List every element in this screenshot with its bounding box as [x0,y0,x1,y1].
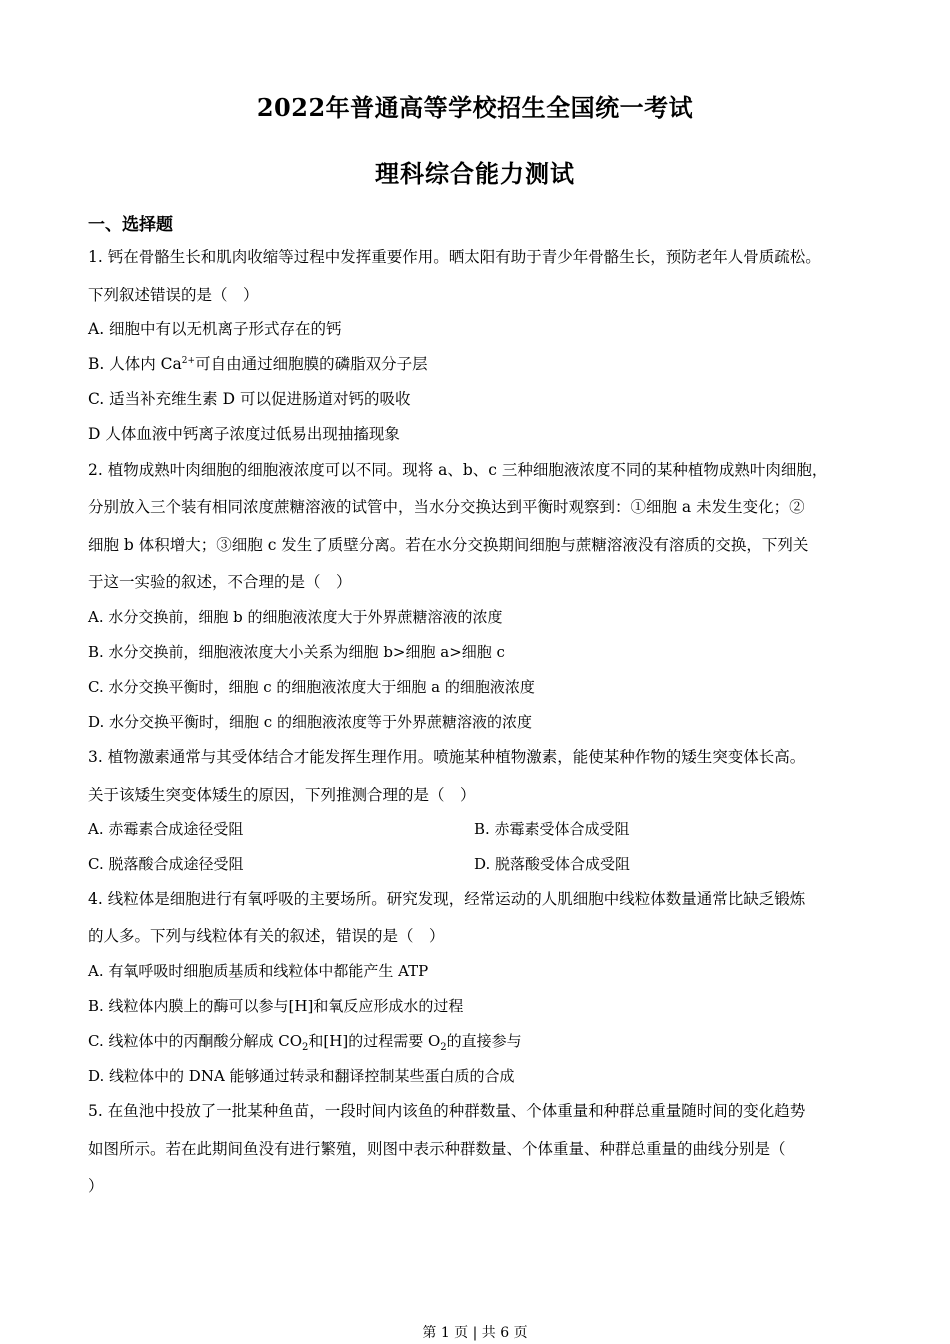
q1-option-c: C. 适当补充维生素 D 可以促进肠道对钙的吸收 [88,390,411,408]
q2-stem-line4: 于这一实验的叙述，不合理的是（ ） [88,573,352,591]
q3-stem-line1: 3. 植物激素通常与其受体结合才能发挥生理作用。喷施某种植物激素，能使某种作物的矮生突变体长高。 [88,748,806,766]
q3-option-b: B. 赤霉素受体合成受阻 [474,820,630,838]
q2-option-a: A. 水分交换前，细胞 b 的细胞液浓度大于外界蔗糖溶液的浓度 [88,608,503,626]
q4-option-a: A. 有氧呼吸时细胞质基质和线粒体中都能产生 ATP [88,962,429,980]
q1-option-a: A. 细胞中有以无机离子形式存在的钙 [88,320,342,338]
q4-option-c-pre: C. 线粒体中的丙酮酸分解成 CO [88,1032,303,1050]
q4-option-c-post: 的直接参与 [446,1032,522,1050]
q4-stem-line2: 的人多。下列与线粒体有关的叙述，错误的是（ ） [88,927,445,945]
q4-option-c [88,1030,522,1052]
q2-stem-line1: 2. 植物成熟叶肉细胞的细胞液浓度可以不同。现将 a、b、c 三种细胞液浓度不同的某种植物成熟叶肉细胞， [88,461,828,479]
q4-option-d: D. 线粒体中的 DNA 能够通过转录和翻译控制某些蛋白质的合成 [88,1067,515,1085]
q5-stem-line2: 如图所示。若在此期间鱼没有进行繁殖，则图中表示种群数量、个体重量、种群总重量的曲线分别是（ [88,1140,786,1158]
q3-option-c: C. 脱落酸合成途径受阻 [88,855,244,873]
exam-title: 2022年普通高等学校招生全国统一考试 [256,93,694,122]
q4-stem-line1: 4. 线粒体是细胞进行有氧呼吸的主要场所。研究发现，经常运动的人肌细胞中线粒体数量通常比缺乏锻炼 [88,890,806,908]
q3-option-d: D. 脱落酸受体合成受阻 [474,855,631,873]
q1-option-b-sup: 2+ [181,355,196,366]
q4-option-c-mid: 和[H]的过程需要 O [308,1032,441,1050]
q2-stem-line3: 细胞 b 体积增大；③细胞 c 发生了质壁分离。若在水分交换期间细胞与蔗糖溶液没有溶质的交换，下列关 [88,536,809,554]
q1-option-b [88,353,428,375]
q1-option-b-post: 可自由通过细胞膜的磷脂双分子层 [195,355,428,373]
q2-option-c: C. 水分交换平衡时，细胞 c 的细胞液浓度大于细胞 a 的细胞液浓度 [88,678,535,696]
q3-stem-line2: 关于该矮生突变体矮生的原因，下列推测合理的是（ ） [88,786,476,804]
q1-stem-line1: 1. 钙在骨骼生长和肌肉收缩等过程中发挥重要作用。晒太阳有助于青少年骨骼生长，预防老年人骨质疏松。 [88,248,821,266]
exam-subtitle: 理科综合能力测试 [375,159,575,188]
q4-option-c-sub2: 2 [440,1042,447,1053]
q4-option-b: B. 线粒体内膜上的酶可以参与[H]和氧反应形成水的过程 [88,997,464,1015]
q2-option-d: D. 水分交换平衡时，细胞 c 的细胞液浓度等于外界蔗糖溶液的浓度 [88,713,532,731]
q5-stem-line1: 5. 在鱼池中投放了一批某种鱼苗，一段时间内该鱼的种群数量、个体重量和种群总重量随时间的变化趋势 [88,1102,806,1120]
q1-option-d: D 人体血液中钙离子浓度过低易出现抽搐现象 [88,425,400,443]
q4-option-c-sub1: 2 [302,1042,309,1053]
q3-option-a: A. 赤霉素合成途径受阻 [88,820,244,838]
q2-stem-line2: 分别放入三个装有相同浓度蔗糖溶液的试管中，当水分交换达到平衡时观察到：①细胞 a 未发生变化；② [88,498,805,516]
q5-stem-line3: ） [88,1177,104,1195]
q1-stem-line2: 下列叙述错误的是（ ） [88,286,259,304]
section-heading: 一、选择题 [88,215,173,235]
q2-option-b: B. 水分交换前，细胞液浓度大小关系为细胞 b>细胞 a>细胞 c [88,643,505,661]
q1-option-b-pre: B. 人体内 Ca [88,355,182,373]
page-footer: 第 1 页 | 共 6 页 [422,1325,528,1341]
